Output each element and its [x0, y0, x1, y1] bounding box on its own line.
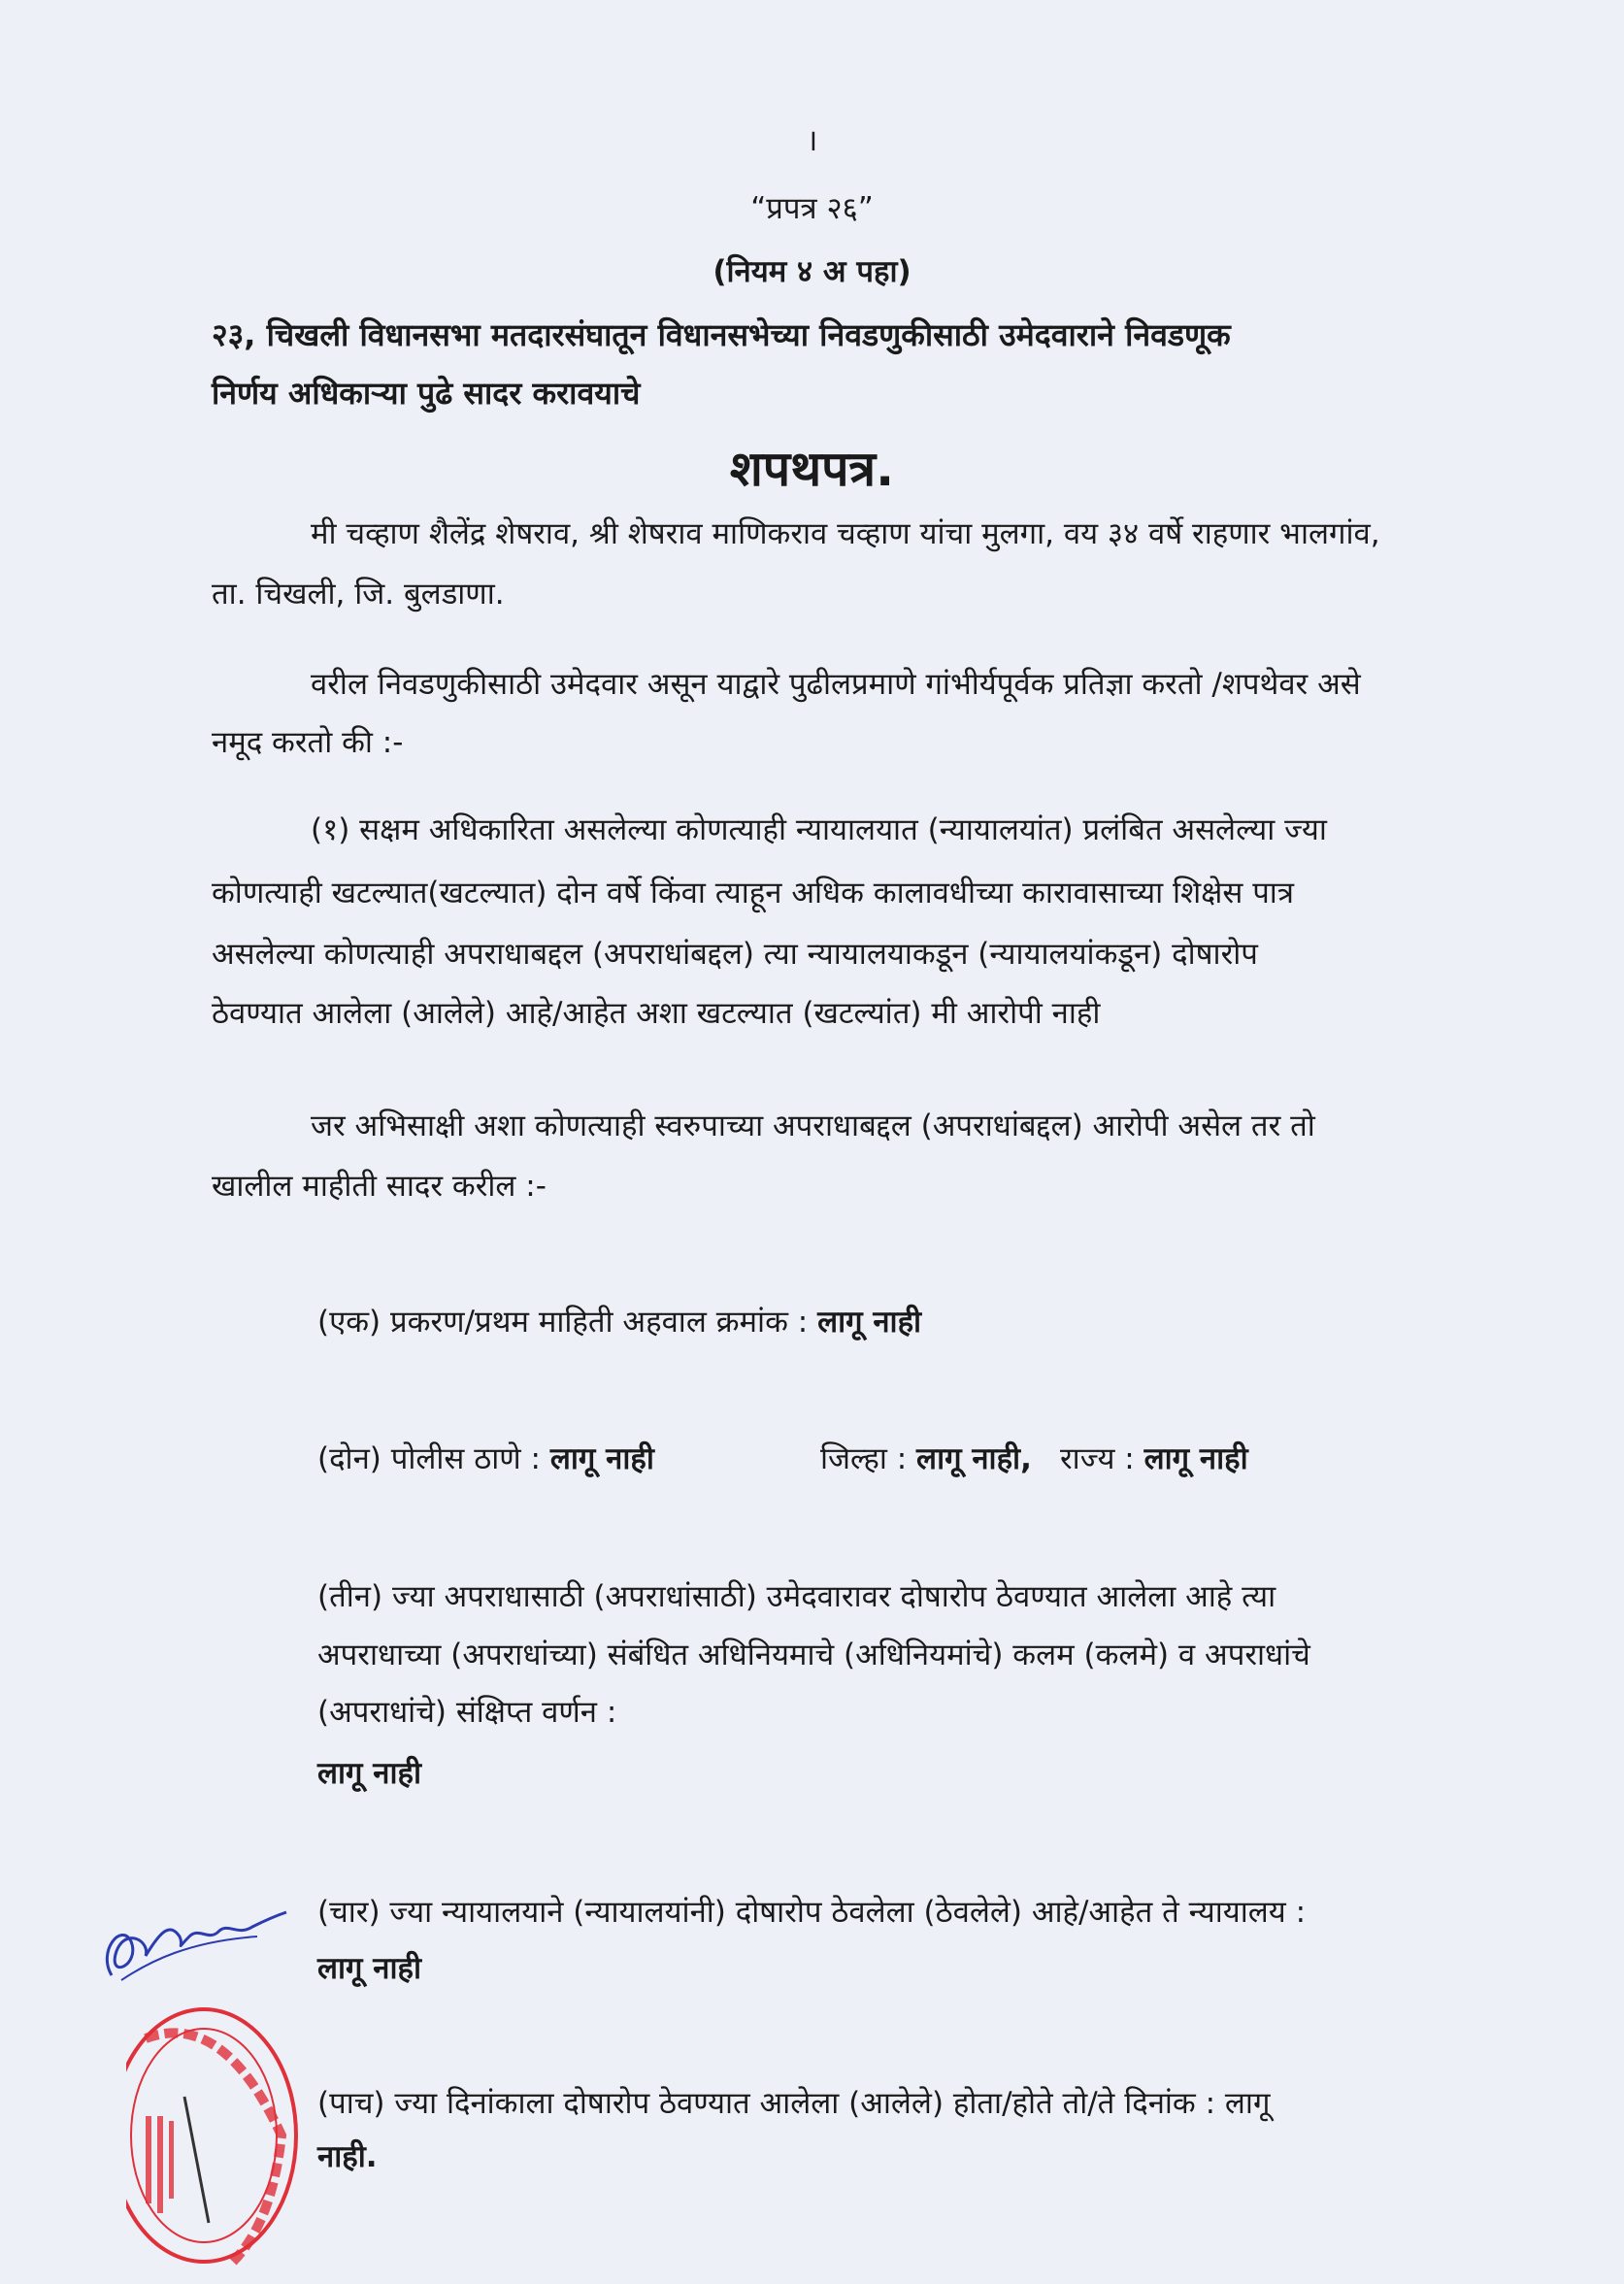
- item-four-value: लागू नाही: [317, 1951, 422, 1986]
- intro-line: ता. चिखली, जि. बुलडाणा.: [212, 577, 505, 612]
- item-one-value: लागू नाही: [817, 1305, 922, 1340]
- item-five-continued: नाही.: [317, 2139, 378, 2174]
- accused-note-line: जर अभिसाक्षी अशा कोणत्याही स्वरुपाच्या अपराधाबद्दल (अपराधांबद्दल) आरोपी असेल तर तो: [311, 1109, 1315, 1143]
- item-five: (पाच) ज्या दिनांकाला दोषारोप ठेवण्यात आलेला (आलेले) होता/होते तो/ते दिनांक : लागू: [317, 2086, 1271, 2121]
- item-three-value: लागू नाही: [317, 1756, 422, 1791]
- oath-line: वरील निवडणुकीसाठी उमेदवार असून याद्वारे पुढीलप्रमाणे गांभीर्यपूर्वक प्रतिज्ञा करतो /शपथेवर असे: [311, 667, 1361, 702]
- state: [1060, 1440, 1248, 1478]
- clause-1-line: कोणत्याही खटल्यात(खटल्यात) दोन वर्षे किंवा त्याहून अधिक कालावधीच्या कारावासाच्या शिक्षेस पात्र: [212, 876, 1294, 910]
- heading-line: निर्णय अधिकाऱ्या पुढे सादर करावयाचे: [212, 375, 641, 412]
- notary-seal-stamp: [126, 2000, 320, 2271]
- district-label: जिल्हा :: [820, 1441, 908, 1476]
- clause-1-line: ठेवण्यात आलेला (आलेले) आहे/आहेत अशा खटल्यात (खटल्यांत) मी आरोपी नाही: [212, 996, 1101, 1031]
- heading-line: २३, चिखली विधानसभा मतदारसंघातून विधानसभेच्या निवडणुकीसाठी उमेदवाराने निवडणूक: [212, 316, 1231, 353]
- accused-note-line: खालील माहीती सादर करील :-: [212, 1169, 547, 1204]
- handwritten-signature: [92, 1883, 315, 2000]
- item-three-line: अपराधाच्या (अपराधांच्या) संबंधित अधिनियमाचे (अधिनियमांचे) कलम (कलमे) व अपराधांचे: [317, 1638, 1310, 1672]
- item-two-label: (दोन) पोलीस ठाणे :: [317, 1441, 541, 1476]
- clause-1-line: असलेल्या कोणत्याही अपराधाबद्दल (अपराधांबद्दल) त्या न्यायालयाकडून (न्यायालयांकडून) दोषारोप: [212, 937, 1258, 972]
- clause-1-line: (१) सक्षम अधिकारिता असलेल्या कोणत्याही न्यायालयात (न्यायालयांत) प्रलंबित असलेल्या ज्या: [311, 812, 1327, 847]
- item-two-value: लागू नाही: [549, 1441, 654, 1476]
- district: [820, 1440, 1032, 1478]
- page-number: ।: [806, 123, 818, 158]
- item-three-line: (तीन) ज्या अपराधासाठी (अपराधांसाठी) उमेदवारावर दोषारोप ठेवण्यात आलेला आहे त्या: [317, 1579, 1276, 1614]
- form-label: “प्रपत्र २६”: [750, 191, 874, 226]
- state-label: राज्य :: [1060, 1441, 1135, 1476]
- rule-reference: (नियम ४ अ पहा): [713, 254, 911, 289]
- state-value: लागू नाही: [1143, 1441, 1248, 1476]
- document-title: शपथपत्र.: [729, 441, 895, 497]
- item-one-label: (एक) प्रकरण/प्रथम माहिती अहवाल क्रमांक :: [317, 1305, 809, 1340]
- item-four: (चार) ज्या न्यायालयाने (न्यायालयांनी) दोषारोप ठेवलेला (ठेवलेले) आहे/आहेत ते न्यायालय :: [317, 1895, 1307, 1930]
- item-three-line: (अपराधांचे) संक्षिप्त वर्णन :: [317, 1695, 617, 1730]
- item-two: [317, 1440, 654, 1478]
- item-one: [317, 1303, 921, 1341]
- intro-line: मी चव्हाण शैलेंद्र शेषराव, श्री शेषराव माणिकराव चव्हाण यांचा मुलगा, वय ३४ वर्षे राहणार भालगांव,: [311, 516, 1380, 551]
- oath-line: नमूद करतो की :-: [212, 725, 404, 760]
- district-value: लागू नाही,: [916, 1441, 1032, 1476]
